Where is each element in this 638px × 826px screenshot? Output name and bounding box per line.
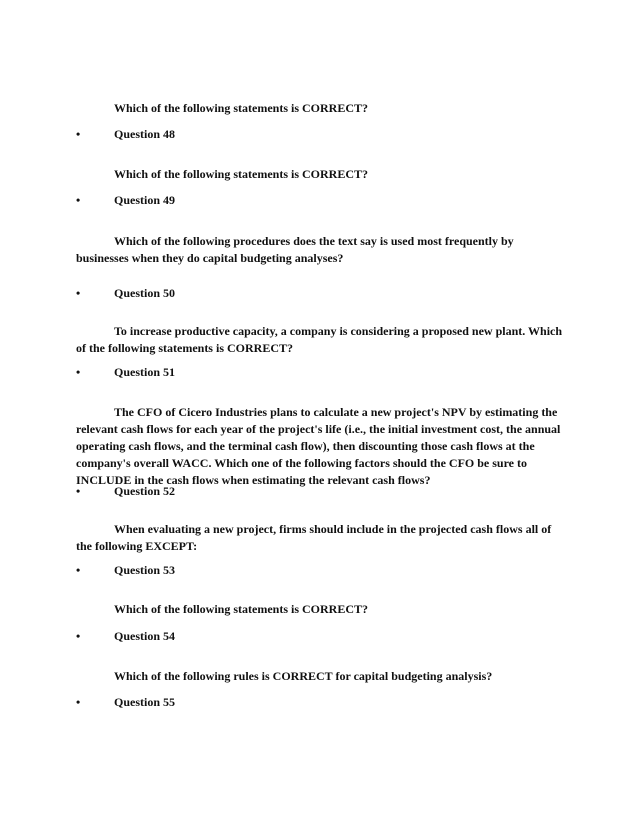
question-text: Which of the following statements is CORRECT? (114, 602, 368, 616)
bullet-icon: • (76, 365, 81, 379)
question-heading (76, 562, 564, 579)
question-heading (76, 192, 564, 209)
question-label: Question 49 (114, 193, 176, 207)
question-text: Which of the following rules is CORRECT for capital budgeting analysis? (114, 669, 493, 683)
question-text: To increase productive capacity, a company is considering a proposed new plant. Which of the following statements is CORRECT? (76, 324, 563, 355)
bullet-icon: • (76, 629, 81, 643)
question-text: Which of the following statements is CORRECT? (114, 101, 368, 115)
question-label: Question 50 (114, 286, 176, 300)
question-label: Question 51 (114, 365, 176, 379)
question-label: Question 55 (114, 695, 176, 709)
question-label: Question 48 (114, 127, 176, 141)
question-heading (76, 364, 564, 381)
question-heading (76, 126, 564, 143)
question-text: Which of the following statements is CORRECT? (114, 167, 368, 181)
question-heading (76, 694, 564, 711)
question-text: When evaluating a new project, firms should include in the projected cash flows all of the following EXCEPT: (76, 522, 552, 553)
question-text: The CFO of Cicero Industries plans to calculate a new project's NPV by estimating the relevant cash flows for each year of the project's life (i.e., the initial investment cost, the annual operating cash flows, and the terminal cash flow), then discounting those cash flows at the company's overall WACC. Which one of the following factors should the CFO be sure to INCLUDE in the cash flows when estimating the relevant cash flows? (76, 405, 561, 487)
question-label: Question 52 (114, 484, 176, 498)
bullet-icon: • (76, 563, 81, 577)
bullet-icon: • (76, 286, 81, 300)
question-heading (76, 285, 564, 302)
question-heading (76, 483, 564, 500)
bullet-icon: • (76, 193, 81, 207)
question-heading (76, 628, 564, 645)
bullet-icon: • (76, 127, 81, 141)
question-text: Which of the following procedures does the text say is used most frequently by businesses when they do capital budgeting analyses? (76, 234, 514, 265)
bullet-icon: • (76, 484, 81, 498)
bullet-icon: • (76, 695, 81, 709)
question-label: Question 54 (114, 629, 176, 643)
question-label: Question 53 (114, 563, 176, 577)
